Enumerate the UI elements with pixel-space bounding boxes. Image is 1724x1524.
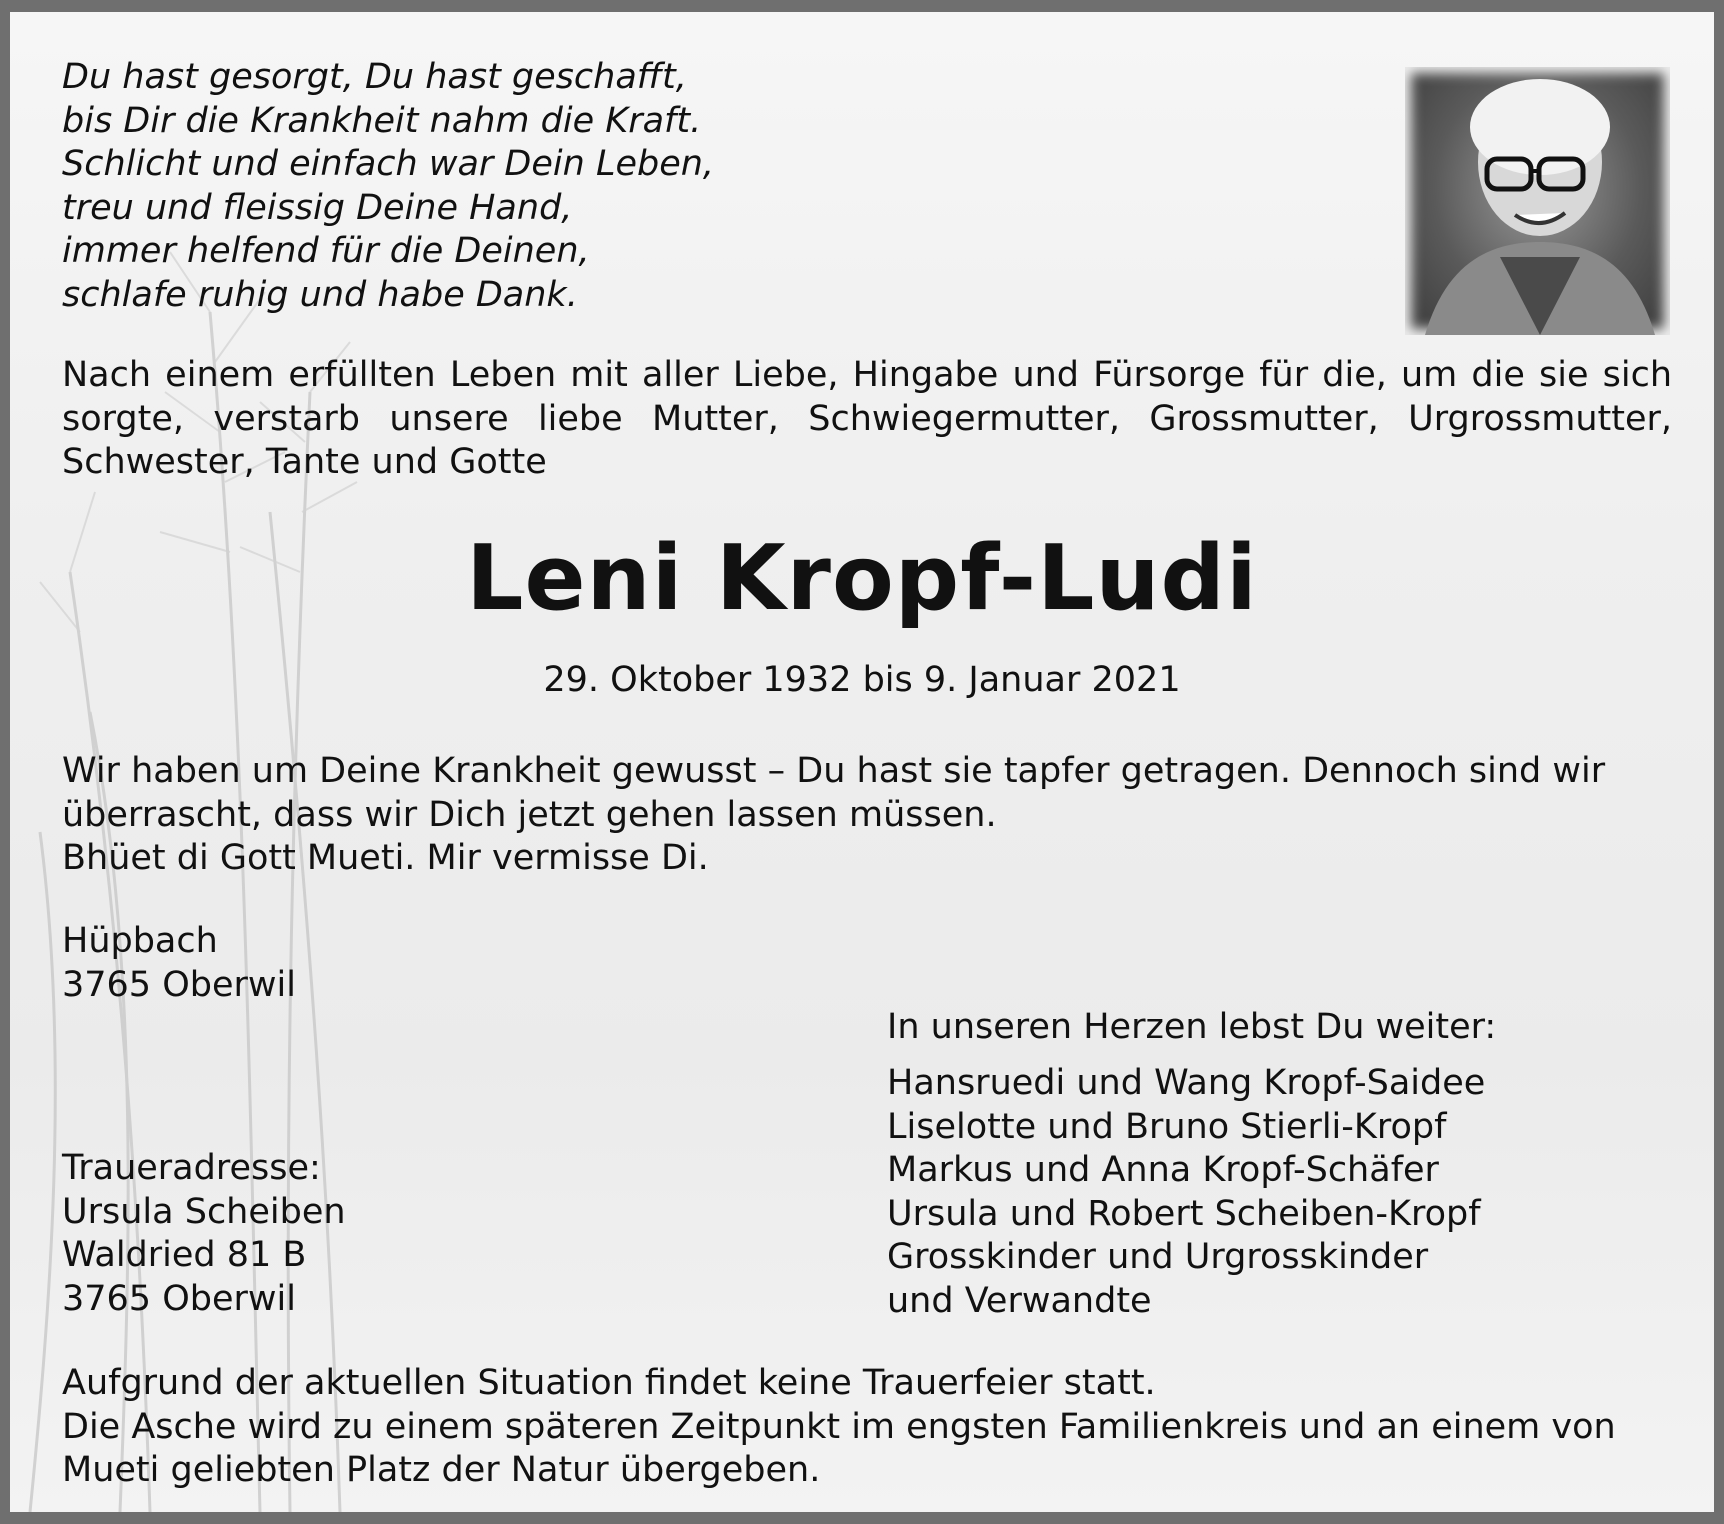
- farewell-message: Wir haben um Deine Krankheit gewusst – Du hast sie tapfer getragen. Dennoch sind wir überrascht, dass wir Dich jetzt gehen lassen müssen. Bhüet di Gott Mueti. Mir vermisse Di.: [62, 751, 1606, 878]
- mourners-list: Hansruedi und Wang Kropf-Saidee Liselotte und Bruno Stierli-Kropf Markus und Anna Kropf-Schäfer Ursula und Robert Scheiben-Kropf Grosskinder und Urgrosskinder und Verwandte: [887, 1063, 1486, 1321]
- ceremony-notice: Aufgrund der aktuellen Situation findet keine Trauerfeier statt. Die Asche wird zu einem späteren Zeitpunkt im engsten Familienkreis und an einem von Mueti geliebten Platz der Natur übergeben.: [62, 1363, 1616, 1490]
- death-announcement-text: Nach einem erfüllten Leben mit aller Liebe, Hingabe und Fürsorge für die, um die sie sich sorgte, verstarb unsere liebe Mutter, Schwiegermutter, Grossmutter, Urgrossmutter, Schwester, Tante und Gotte: [62, 355, 1672, 482]
- mourners-heading: In unseren Herzen lebst Du weiter:: [887, 1007, 1497, 1047]
- obituary-notice: [10, 12, 1714, 1512]
- condolence-address: Traueradresse: Ursula Scheiben Waldried 81 B 3765 Oberwil: [62, 1148, 346, 1319]
- portrait-silhouette-icon: [1405, 67, 1670, 335]
- portrait-photo: [1405, 67, 1670, 335]
- memorial-poem: Du hast gesorgt, Du hast geschafft, bis Dir die Krankheit nahm die Kraft. Schlicht und einfach war Dein Leben, treu und fleissig Deine Hand, immer helfend für die Deinen, schlafe ruhig und habe Dank.: [62, 57, 715, 315]
- deceased-name: Leni Kropf-Ludi: [466, 526, 1258, 631]
- life-dates: 29. Oktober 1932 bis 9. Januar 2021: [543, 660, 1181, 700]
- residence-address: Hüpbach 3765 Oberwil: [62, 921, 296, 1005]
